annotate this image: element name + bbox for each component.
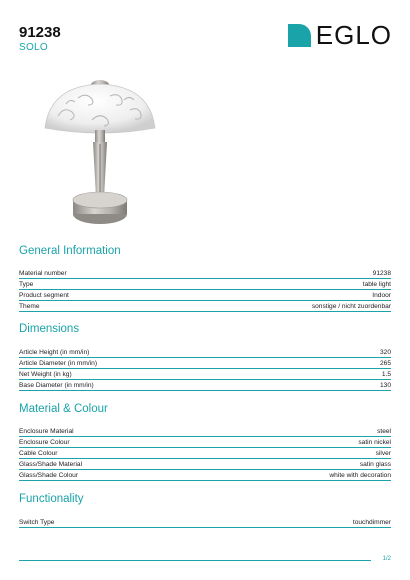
section-title-functionality: Functionality xyxy=(19,493,84,505)
row-value: satin nickel xyxy=(207,437,391,448)
functionality-table xyxy=(19,517,391,528)
row-value: 320 xyxy=(345,347,391,358)
row-value: silver xyxy=(207,448,391,459)
footer-divider xyxy=(19,560,371,561)
table-row xyxy=(19,358,391,369)
row-value: sonstige / nicht zuordenbar xyxy=(163,301,391,312)
section-title-dimensions: Dimensions xyxy=(19,323,80,335)
row-label: Glass/Shade Material xyxy=(19,459,207,470)
row-label: Type xyxy=(19,279,163,290)
section-title-general: General Information xyxy=(19,245,121,257)
row-value: 265 xyxy=(345,358,391,369)
row-value: touchdimmer xyxy=(198,517,391,528)
table-row xyxy=(19,301,391,312)
brand-logo xyxy=(288,20,392,50)
table-lamp-photo-icon xyxy=(40,76,165,236)
logo-text: EGLO xyxy=(315,20,392,50)
general-info-table xyxy=(19,268,391,312)
table-row xyxy=(19,437,391,448)
table-row xyxy=(19,279,391,290)
table-row xyxy=(19,290,391,301)
table-row xyxy=(19,268,391,279)
row-label: Glass/Shade Colour xyxy=(19,470,207,481)
section-title-material: Material & Colour xyxy=(19,403,108,415)
table-row xyxy=(19,426,391,437)
row-label: Theme xyxy=(19,301,163,312)
row-label: Enclosure Colour xyxy=(19,437,207,448)
table-row xyxy=(19,459,391,470)
logo-mark-icon xyxy=(288,24,311,47)
dimensions-table xyxy=(19,347,391,391)
page-number: 1/2 xyxy=(382,556,391,562)
table-row xyxy=(19,470,391,481)
row-value: 91238 xyxy=(163,268,391,279)
row-value: satin glass xyxy=(207,459,391,470)
row-value: 1.5 xyxy=(345,369,391,380)
product-image xyxy=(40,76,165,236)
row-label: Product segment xyxy=(19,290,163,301)
row-label: Switch Type xyxy=(19,517,198,528)
row-label: Article Height (in mm/in) xyxy=(19,347,345,358)
row-label: Article Diameter (in mm/in) xyxy=(19,358,345,369)
row-value: 130 xyxy=(345,380,391,391)
table-row xyxy=(19,517,391,528)
article-number: 91238 xyxy=(19,24,61,41)
row-label: Base Diameter (in mm/in) xyxy=(19,380,345,391)
row-label: Cable Colour xyxy=(19,448,207,459)
row-value: steel xyxy=(207,426,391,437)
table-row xyxy=(19,369,391,380)
row-value: table light xyxy=(163,279,391,290)
table-row xyxy=(19,347,391,358)
product-name: SOLO xyxy=(19,42,48,53)
table-row xyxy=(19,448,391,459)
row-label: Enclosure Material xyxy=(19,426,207,437)
row-value: white with decoration xyxy=(207,470,391,481)
material-colour-table xyxy=(19,426,391,481)
row-label: Material number xyxy=(19,268,163,279)
table-row xyxy=(19,380,391,391)
row-value: Indoor xyxy=(163,290,391,301)
row-label: Net Weight (in kg) xyxy=(19,369,345,380)
